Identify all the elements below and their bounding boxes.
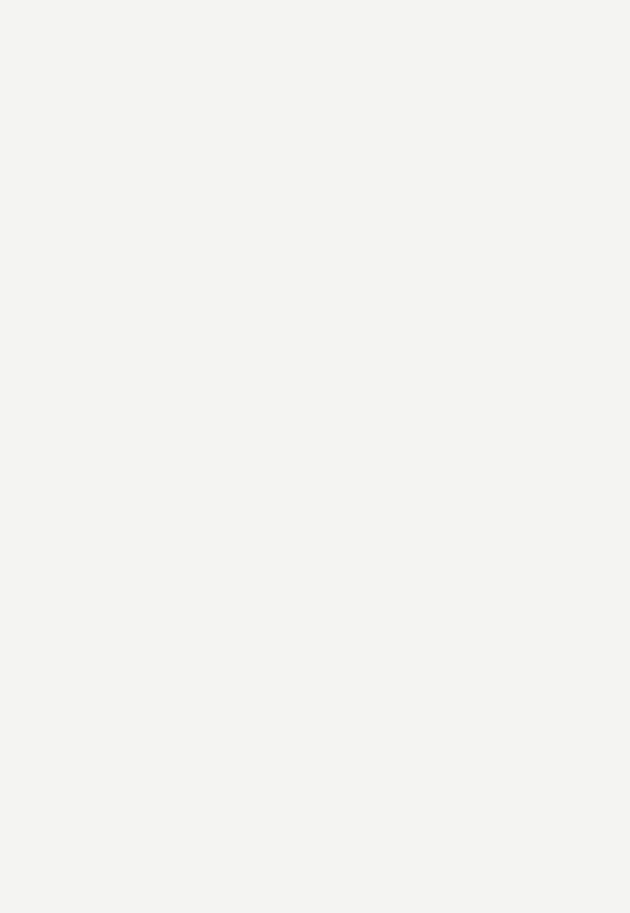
document-body (48, 70, 582, 94)
